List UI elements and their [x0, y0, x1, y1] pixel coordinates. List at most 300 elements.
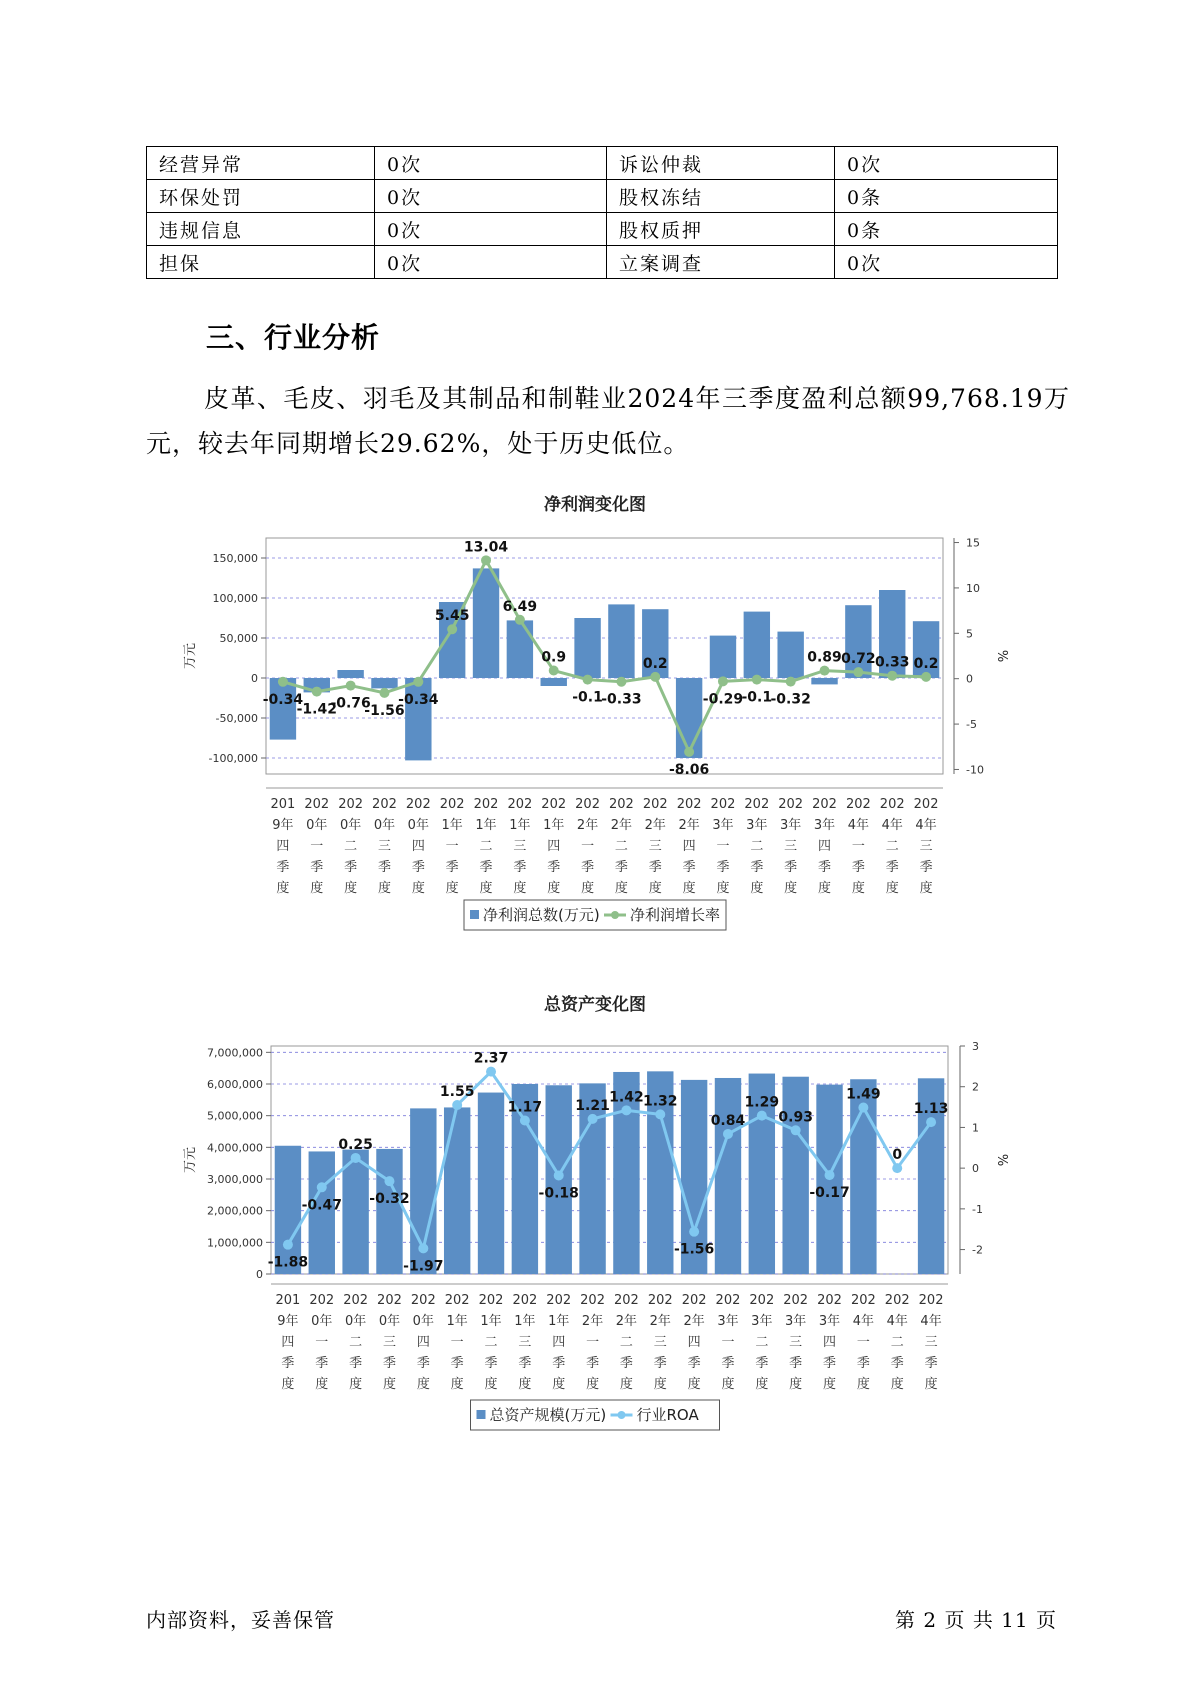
x-tick-label: 1年 [446, 1314, 468, 1329]
y2-tick-label: 5 [966, 627, 973, 641]
legend-line-marker [618, 1411, 626, 1419]
x-tick-label: 202 [642, 797, 668, 812]
x-tick-label: 3年 [712, 818, 734, 833]
data-label: 0.93 [778, 1109, 813, 1126]
y2-tick-label: -10 [966, 763, 984, 777]
x-tick-label: 202 [749, 1293, 775, 1308]
legend-bar-swatch [477, 1410, 486, 1419]
data-label: -0.34 [398, 691, 439, 708]
line-point [520, 1116, 530, 1126]
x-tick-label: 0年 [306, 818, 328, 833]
x-tick-label: 季 [315, 1356, 329, 1371]
bar [744, 612, 770, 678]
x-tick-label: 二 [755, 1335, 769, 1350]
table-label: 经营异常 [147, 147, 375, 180]
x-tick-label: 3年 [717, 1314, 739, 1329]
line-point [554, 1170, 564, 1180]
x-tick-label: 202 [338, 797, 364, 812]
x-tick-label: 季 [890, 1356, 904, 1371]
x-tick-label: 季 [919, 860, 933, 875]
data-label: 0.33 [874, 654, 910, 671]
data-label: 1.55 [439, 1084, 475, 1101]
data-label: -0.33 [601, 691, 642, 708]
x-tick-label: 度 [344, 881, 358, 896]
x-tick-label: 一 [315, 1335, 329, 1350]
x-tick-label: 四 [687, 1335, 701, 1350]
data-label: -0.32 [770, 691, 811, 708]
x-tick-label: 2年 [644, 818, 666, 833]
x-tick-label: 202 [715, 1293, 741, 1308]
x-tick-label: 四 [416, 1335, 430, 1350]
line-point [481, 555, 491, 565]
bar [405, 678, 431, 760]
data-label: -1.56 [364, 702, 405, 719]
x-tick-label: 季 [619, 1356, 633, 1371]
x-tick-label: 季 [377, 860, 391, 875]
x-tick-label: 度 [416, 1377, 430, 1392]
x-tick-label: 季 [721, 1356, 735, 1371]
x-tick-label: 度 [823, 1377, 837, 1392]
x-tick-label: 度 [450, 1377, 464, 1392]
net-profit-chart [0, 490, 1191, 950]
table-row [147, 147, 1058, 180]
y2-tick-label: 0 [972, 1162, 979, 1176]
table-row [147, 213, 1058, 246]
x-tick-label: 202 [372, 797, 397, 812]
line-point [452, 1100, 462, 1110]
x-tick-label: 季 [856, 1356, 870, 1371]
x-tick-label: 四 [547, 839, 561, 854]
legend-line-label: 净利润增长率 [630, 906, 721, 924]
y2-axis-label: % [994, 649, 1009, 663]
x-tick-label: 202 [812, 797, 837, 812]
x-tick-label: 一 [716, 839, 730, 854]
x-tick-label: 202 [647, 1293, 673, 1308]
x-tick-label: 202 [681, 1293, 707, 1308]
legend-bar-swatch [470, 910, 479, 919]
x-tick-label: 度 [682, 881, 696, 896]
legend-bar-label: 净利润总数(万元) [483, 906, 600, 924]
y-tick-label: 2,000,000 [207, 1204, 263, 1218]
x-tick-label: 201 [270, 797, 296, 812]
x-tick-label: 季 [648, 860, 662, 875]
x-tick-label: 二 [344, 839, 358, 854]
x-tick-label: 202 [850, 1293, 876, 1308]
data-label: 2.37 [473, 1050, 509, 1067]
x-tick-label: 2年 [576, 818, 599, 833]
bar [371, 678, 397, 688]
x-tick-label: 季 [411, 860, 425, 875]
data-label: 0 [892, 1147, 903, 1164]
x-tick-label: 202 [614, 1293, 639, 1308]
x-tick-label: 0年 [344, 1314, 367, 1329]
y2-tick-label: -5 [966, 718, 977, 732]
data-label: -0.76 [330, 695, 371, 712]
x-tick-label: 二 [750, 839, 764, 854]
line-point [621, 1105, 631, 1115]
bar [710, 636, 736, 678]
x-tick-label: 202 [580, 1293, 605, 1308]
x-tick-label: 度 [479, 881, 493, 896]
x-tick-label: 一 [445, 839, 459, 854]
bar [608, 604, 634, 678]
x-tick-label: 季 [445, 860, 459, 875]
table-value: 0次 [375, 213, 607, 246]
data-label: -0.29 [702, 691, 744, 708]
line-point [926, 1117, 936, 1127]
line-point [655, 1109, 665, 1119]
x-tick-label: 3年 [813, 818, 836, 833]
x-tick-label: 202 [783, 1293, 809, 1308]
line-point [723, 1129, 733, 1139]
x-tick-label: 四 [276, 839, 290, 854]
x-tick-label: 2年 [610, 818, 633, 833]
table-label: 违规信息 [147, 213, 375, 246]
x-tick-label: 202 [845, 797, 871, 812]
x-tick-label: 202 [439, 797, 465, 812]
x-tick-label: 二 [885, 839, 899, 854]
x-tick-label: 季 [682, 860, 696, 875]
line-point [820, 666, 830, 676]
x-tick-label: 1年 [548, 1314, 570, 1329]
x-tick-label: 一 [586, 1335, 600, 1350]
bar [811, 678, 837, 684]
x-tick-label: 度 [484, 1377, 498, 1392]
line-point [486, 1067, 496, 1077]
x-tick-label: 202 [304, 797, 330, 812]
x-tick-label: 度 [513, 881, 527, 896]
x-tick-label: 2年 [581, 1314, 604, 1329]
line-point [447, 624, 457, 634]
bar [541, 678, 567, 686]
x-tick-label: 4年 [847, 818, 870, 833]
line-point [351, 1153, 361, 1163]
x-tick-label: 季 [281, 1356, 295, 1371]
x-tick-label: 三 [784, 839, 798, 854]
x-tick-label: 202 [918, 1293, 944, 1308]
x-tick-label: 度 [552, 1377, 566, 1392]
table-value: 0次 [375, 147, 607, 180]
data-label: -8.06 [668, 761, 710, 778]
y-tick-label: 1,000,000 [207, 1236, 263, 1250]
x-tick-label: 度 [890, 1377, 904, 1392]
bar [507, 620, 533, 678]
line-point [418, 1243, 428, 1253]
table-value: 0次 [375, 180, 607, 213]
y2-tick-label: -1 [972, 1202, 983, 1216]
x-tick-label: 4年 [852, 1314, 875, 1329]
x-tick-label: 度 [619, 1377, 633, 1392]
x-tick-label: 季 [687, 1356, 701, 1371]
line-point [650, 672, 660, 682]
x-tick-label: 3年 [780, 818, 802, 833]
x-tick-label: 季 [547, 860, 561, 875]
bar [777, 632, 803, 678]
data-label: 0.84 [710, 1112, 746, 1129]
x-tick-label: 4年 [920, 1314, 942, 1329]
x-tick-label: 一 [721, 1335, 735, 1350]
x-tick-label: 度 [349, 1377, 363, 1392]
x-tick-label: 度 [818, 881, 832, 896]
x-tick-label: 4年 [881, 818, 903, 833]
table-value: 0次 [835, 246, 1058, 279]
footer-confidential: 内部资料，妥善保管 [146, 1608, 335, 1632]
x-tick-label: 度 [411, 881, 425, 896]
y-tick-label: 5,000,000 [207, 1109, 263, 1123]
bar [574, 618, 600, 678]
x-tick-label: 3年 [785, 1314, 807, 1329]
line-point [278, 677, 288, 687]
x-tick-label: 3年 [751, 1314, 773, 1329]
bar [376, 1149, 402, 1274]
x-tick-label: 季 [784, 860, 798, 875]
x-tick-label: 三 [653, 1335, 667, 1350]
x-tick-label: 季 [750, 860, 764, 875]
x-tick-label: 度 [315, 1377, 329, 1392]
y2-tick-label: 10 [966, 581, 980, 595]
x-tick-label: 202 [676, 797, 702, 812]
y-tick-label: 0 [251, 672, 258, 685]
line-point [786, 677, 796, 687]
x-tick-label: 202 [410, 1293, 436, 1308]
data-label: -1.97 [403, 1258, 444, 1275]
line-point [317, 1182, 327, 1192]
data-label: 0.9 [541, 649, 567, 666]
x-tick-label: 三 [382, 1335, 396, 1350]
y-axis-label: 万元 [183, 1146, 198, 1174]
x-tick-label: 202 [309, 1293, 335, 1308]
x-tick-label: 四 [818, 839, 832, 854]
x-tick-label: 季 [344, 860, 358, 875]
footer-page-number: 第 2 页 共 11 页 [895, 1608, 1057, 1632]
x-tick-label: 四 [552, 1335, 566, 1350]
x-tick-label: 202 [377, 1293, 402, 1308]
x-tick-label: 202 [913, 797, 939, 812]
x-tick-label: 三 [377, 839, 391, 854]
x-tick-label: 2年 [678, 818, 700, 833]
x-tick-label: 季 [479, 860, 493, 875]
x-tick-label: 度 [281, 1377, 295, 1392]
x-tick-label: 二 [349, 1335, 363, 1350]
line-point [549, 666, 559, 676]
table-value: 0条 [835, 180, 1058, 213]
x-tick-label: 一 [450, 1335, 464, 1350]
x-tick-label: 季 [581, 860, 595, 875]
data-label: 0.72 [841, 651, 876, 668]
line-point [689, 1227, 699, 1237]
x-tick-label: 202 [744, 797, 770, 812]
analysis-paragraph: 皮革、毛皮、羽毛及其制品和制鞋业2024年三季度盈利总额99,768.19万元，较去年同期增长29.62%，处于历史低位。 [146, 384, 1070, 458]
legend-line-marker [611, 911, 619, 919]
x-tick-label: 二 [479, 839, 493, 854]
y-tick-label: 7,000,000 [207, 1046, 263, 1060]
chart-title: 总资产变化图 [544, 995, 646, 1015]
x-tick-label: 0年 [339, 818, 362, 833]
y-tick-label: -50,000 [215, 712, 258, 725]
x-tick-label: 201 [275, 1293, 301, 1308]
x-tick-label: 三 [924, 1335, 938, 1350]
line-point [684, 747, 694, 757]
x-tick-label: 季 [416, 1356, 430, 1371]
x-tick-label: 季 [823, 1356, 837, 1371]
x-tick-label: 季 [755, 1356, 769, 1371]
line-point [887, 671, 897, 681]
x-tick-label: 二 [890, 1335, 904, 1350]
data-label: -0.17 [809, 1185, 850, 1202]
y2-tick-label: 2 [972, 1080, 979, 1094]
line-point [588, 1114, 598, 1124]
x-tick-label: 度 [721, 1377, 735, 1392]
x-tick-label: 202 [817, 1293, 842, 1308]
x-tick-label: 季 [276, 860, 290, 875]
risk-info-table [146, 146, 1058, 279]
data-label: 1.42 [609, 1089, 644, 1106]
total-assets-chart [0, 990, 1191, 1450]
y-tick-label: 4,000,000 [207, 1141, 263, 1155]
y2-tick-label: 3 [972, 1040, 979, 1053]
x-tick-label: 季 [450, 1356, 464, 1371]
x-tick-label: 季 [716, 860, 730, 875]
x-tick-label: 度 [653, 1377, 667, 1392]
x-tick-label: 季 [851, 860, 865, 875]
line-point [752, 675, 762, 685]
x-tick-label: 1年 [480, 1314, 502, 1329]
x-tick-label: 一 [581, 839, 595, 854]
x-tick-label: 一 [310, 839, 324, 854]
x-tick-label: 2年 [683, 1314, 705, 1329]
x-tick-label: 三 [789, 1335, 803, 1350]
x-tick-label: 1年 [441, 818, 463, 833]
x-tick-label: 202 [343, 1293, 369, 1308]
data-label: -1.88 [267, 1254, 309, 1271]
line-point [515, 615, 525, 625]
line-point [312, 687, 322, 697]
x-tick-label: 度 [755, 1377, 769, 1392]
bar [715, 1078, 741, 1274]
data-label: 13.04 [463, 539, 509, 556]
x-tick-label: 季 [885, 860, 899, 875]
x-tick-label: 3年 [746, 818, 768, 833]
y-tick-label: 0 [256, 1268, 263, 1281]
x-tick-label: 3年 [818, 1314, 841, 1329]
x-tick-label: 三 [513, 839, 527, 854]
line-point [616, 677, 626, 687]
x-tick-label: 1年 [509, 818, 531, 833]
table-label: 担保 [147, 246, 375, 279]
x-tick-label: 0年 [311, 1314, 333, 1329]
x-tick-label: 四 [281, 1335, 295, 1350]
legend-bar-label: 总资产规模(万元) [489, 1406, 607, 1424]
x-tick-label: 2年 [649, 1314, 671, 1329]
data-label: 1.17 [507, 1099, 543, 1116]
x-tick-label: 度 [789, 1377, 803, 1392]
x-tick-label: 季 [552, 1356, 566, 1371]
x-tick-label: 202 [478, 1293, 504, 1308]
y-tick-label: 150,000 [212, 552, 258, 565]
x-tick-label: 2年 [615, 1314, 638, 1329]
x-tick-label: 季 [349, 1356, 363, 1371]
x-tick-label: 度 [547, 881, 561, 896]
table-value: 0条 [835, 213, 1058, 246]
line-point [791, 1125, 801, 1135]
x-tick-label: 季 [586, 1356, 600, 1371]
line-point [892, 1163, 902, 1173]
y-tick-label: 100,000 [212, 592, 258, 605]
x-tick-label: 202 [879, 797, 905, 812]
data-label: -1.42 [296, 701, 337, 718]
line-point [384, 1176, 394, 1186]
y2-axis-label: % [994, 1153, 1009, 1167]
line-point [346, 681, 356, 691]
data-label: 1.13 [913, 1101, 949, 1118]
bar [478, 1093, 504, 1274]
x-tick-label: 度 [581, 881, 595, 896]
x-tick-label: 0年 [373, 818, 396, 833]
x-tick-label: 三 [919, 839, 933, 854]
x-tick-label: 季 [614, 860, 628, 875]
table-value: 0次 [835, 147, 1058, 180]
x-tick-label: 季 [382, 1356, 396, 1371]
x-tick-label: 度 [716, 881, 730, 896]
data-label: -0.1 [741, 689, 773, 706]
y2-tick-label: 15 [966, 536, 980, 550]
x-tick-label: 4年 [915, 818, 937, 833]
data-label: -0.18 [538, 1185, 579, 1202]
bar [676, 678, 702, 758]
line-point [583, 675, 593, 685]
x-tick-label: 三 [648, 839, 662, 854]
legend-line-label: 行业ROA [636, 1406, 699, 1424]
x-tick-label: 度 [856, 1377, 870, 1392]
bar [444, 1107, 470, 1274]
x-tick-label: 度 [586, 1377, 600, 1392]
x-tick-label: 度 [687, 1377, 701, 1392]
data-label: -0.32 [369, 1191, 410, 1208]
x-tick-label: 季 [789, 1356, 803, 1371]
x-tick-label: 四 [411, 839, 425, 854]
x-tick-label: 度 [885, 881, 899, 896]
y-tick-label: 3,000,000 [207, 1173, 263, 1186]
x-tick-label: 四 [823, 1335, 837, 1350]
table-value: 0次 [375, 246, 607, 279]
table-label: 股权冻结 [607, 180, 835, 213]
data-label: 0.25 [338, 1136, 373, 1153]
x-tick-label: 1年 [543, 818, 565, 833]
x-tick-label: 度 [518, 1377, 532, 1392]
x-tick-label: 度 [851, 881, 865, 896]
line-point [853, 667, 863, 677]
line-point [718, 676, 728, 686]
data-label: 5.45 [434, 608, 470, 625]
x-tick-label: 202 [546, 1293, 572, 1308]
y-tick-label: -100,000 [208, 752, 258, 765]
line-point [825, 1170, 835, 1180]
x-tick-label: 季 [484, 1356, 498, 1371]
x-tick-label: 202 [541, 797, 567, 812]
x-tick-label: 202 [444, 1293, 470, 1308]
data-label: 0.89 [807, 649, 842, 666]
x-tick-label: 度 [648, 881, 662, 896]
x-tick-label: 二 [619, 1335, 633, 1350]
x-tick-label: 季 [924, 1356, 938, 1371]
x-tick-label: 季 [818, 860, 832, 875]
data-label: 1.29 [744, 1094, 780, 1111]
x-tick-label: 四 [682, 839, 696, 854]
line-point [413, 677, 423, 687]
section-title: 三、行业分析 [206, 321, 381, 354]
x-tick-label: 202 [575, 797, 600, 812]
table-row [147, 180, 1058, 213]
